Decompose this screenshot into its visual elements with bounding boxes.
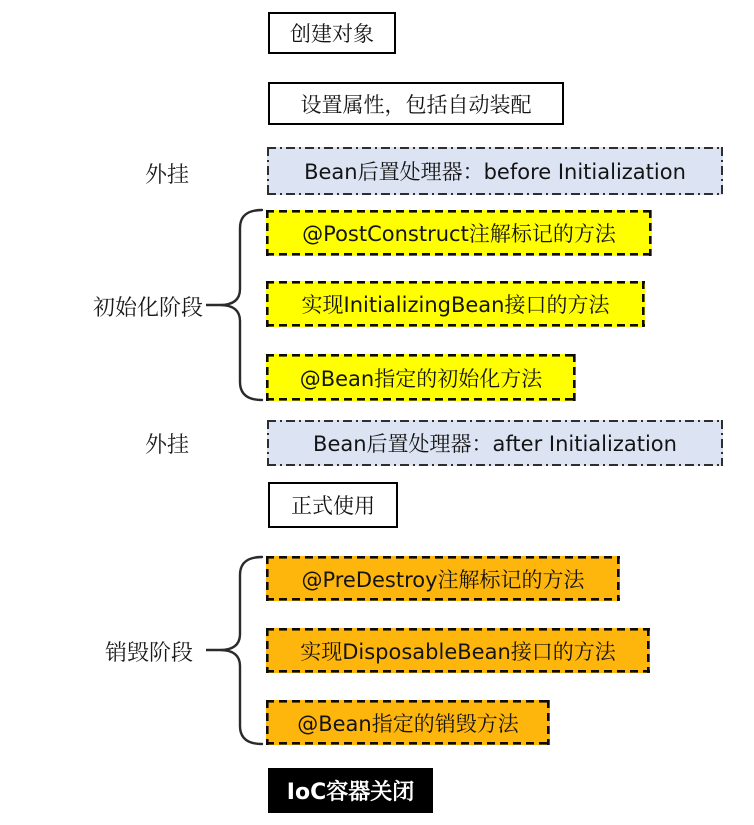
- node-ioc-container-closed: IoC容器关闭: [268, 768, 433, 813]
- node-set-properties: 设置属性，包括自动装配: [268, 82, 564, 125]
- label-destroy-phase: 销毁阶段: [105, 641, 194, 666]
- node-postprocessor-before-initialization: Bean后置处理器：before Initialization: [267, 147, 723, 195]
- node-in-use: 正式使用: [268, 482, 398, 528]
- label-initialization-phase: 初始化阶段: [93, 296, 204, 321]
- label-plugin-after: 外挂: [145, 433, 190, 458]
- node-initializingbean-method: 实现InitializingBean接口的方法: [266, 281, 645, 327]
- node-disposablebean-method: 实现DisposableBean接口的方法: [266, 628, 650, 673]
- node-create-object: 创建对象: [268, 12, 396, 54]
- node-postconstruct-method: @PostConstruct注解标记的方法: [266, 210, 652, 256]
- label-plugin-before: 外挂: [145, 163, 190, 188]
- init-phase-brace: [206, 208, 266, 402]
- node-predestroy-method: @PreDestroy注解标记的方法: [266, 556, 620, 601]
- node-bean-init-method: @Bean指定的初始化方法: [266, 354, 576, 401]
- node-bean-destroy-method: @Bean指定的销毁方法: [266, 700, 550, 745]
- destroy-phase-brace: [206, 555, 266, 746]
- node-postprocessor-after-initialization: Bean后置处理器：after Initialization: [267, 420, 723, 466]
